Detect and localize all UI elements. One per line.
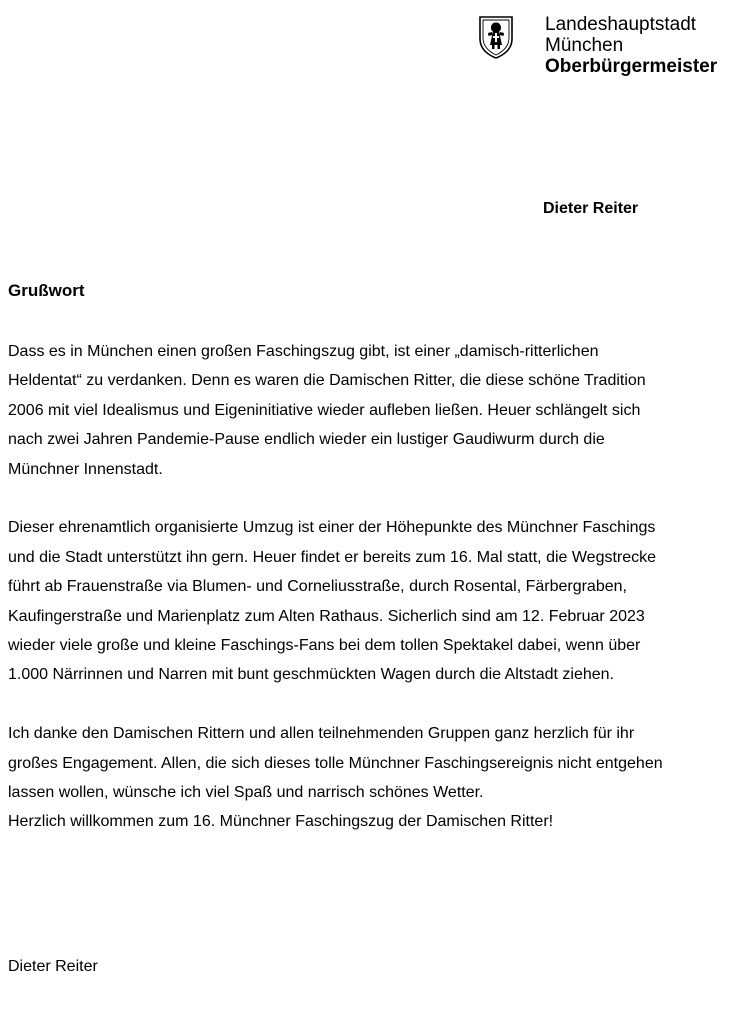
text-line: Kaufingerstraße und Marienplatz zum Alten Rathaus. Sicherlich sind am 12. Februar 2023 bbox=[8, 607, 645, 625]
text-line: Heldentat“ zu verdanken. Denn es waren die Damischen Ritter, die diese schöne Tradition bbox=[8, 372, 646, 390]
text-line: 2006 mit viel Idealismus und Eigeninitiative wieder aufleben ließen. Heuer schlängelt sich bbox=[8, 401, 641, 419]
text-line: 1.000 Närrinnen und Narren mit bunt geschmückten Wagen durch die Altstadt ziehen. bbox=[8, 666, 614, 684]
text-line: Ich danke den Damischen Rittern und allen teilnehmenden Gruppen ganz herzlich für ihr bbox=[8, 725, 635, 743]
paragraph bbox=[8, 337, 733, 484]
letterhead-office: Oberbürgermeister bbox=[545, 56, 718, 77]
text-line: Dass es in München einen großen Faschingszug gibt, ist einer „damisch-ritterlichen bbox=[8, 343, 599, 360]
paragraph bbox=[8, 719, 733, 837]
letterhead-city-label: Landeshauptstadt bbox=[545, 14, 697, 35]
text-line: nach zwei Jahren Pandemie-Pause endlich wieder ein lustiger Gaudiwurm durch die bbox=[8, 431, 605, 449]
letter-body bbox=[8, 337, 733, 866]
text-line: Herzlich willkommen zum 16. Münchner Faschingszug der Damischen Ritter! bbox=[8, 813, 554, 831]
paragraph bbox=[8, 513, 733, 689]
text-line: großes Engagement. Allen, die sich dieses tolle Münchner Faschingsereignis nicht entgehen bbox=[8, 754, 663, 772]
text-line: Dieser ehrenamtlich organisierte Umzug ist einer der Höhepunkte des Münchner Faschings bbox=[8, 519, 656, 537]
signatory-name: Dieter Reiter bbox=[543, 200, 639, 217]
text-line: lassen wollen, wünsche ich viel Spaß und narrisch schönes Wetter. bbox=[8, 784, 484, 802]
letterhead-city-name: München bbox=[545, 35, 624, 56]
text-line: Münchner Innenstadt. bbox=[8, 460, 163, 478]
letter-heading: Grußwort bbox=[8, 281, 85, 300]
letterhead bbox=[478, 14, 717, 77]
text-line: führt ab Frauenstraße via Blumen- und Corneliusstraße, durch Rosental, Färbergraben, bbox=[8, 578, 627, 596]
text-line: und die Stadt unterstützt ihn gern. Heuer findet er bereits zum 16. Mal statt, die Wegstrecke bbox=[8, 548, 657, 566]
munich-monk-crest-icon bbox=[478, 15, 514, 59]
closing-signature: Dieter Reiter bbox=[8, 958, 98, 975]
letterhead-text bbox=[545, 14, 717, 77]
text-line: wieder viele große und kleine Faschings-Fans bei dem tollen Spektakel dabei, wenn über bbox=[8, 637, 641, 655]
